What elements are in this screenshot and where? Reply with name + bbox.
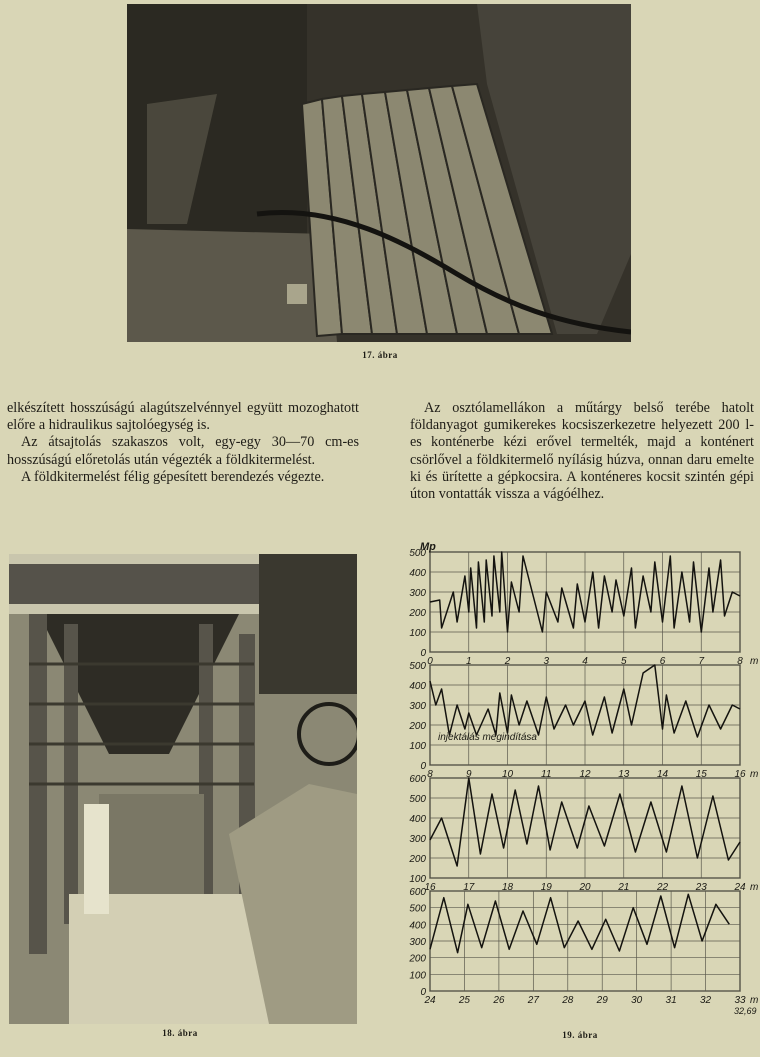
panel-1-xlabel: m — [750, 656, 759, 667]
panel-2-xtick: 9 — [465, 769, 472, 780]
panel-1-ylabel: Mp — [420, 541, 436, 553]
text-left-paragraph-3: A földkitermelést félig gépesített berendezés végezte. — [21, 468, 325, 485]
panel-4-xtick: 26 — [493, 995, 505, 1006]
panel-2-xtick: 12 — [579, 769, 591, 780]
panel-2-ytick: 200 — [409, 721, 426, 732]
panel-3-ytick: 500 — [409, 794, 426, 805]
panel-3-xtick: 22 — [656, 882, 669, 893]
panel-2-xtick: 8 — [427, 769, 433, 780]
panel-3-xtick: 23 — [695, 882, 707, 893]
panel-2-ytick: 300 — [409, 701, 426, 712]
panel-1-xtick: 0 — [427, 656, 433, 667]
text-left-column — [7, 400, 359, 486]
figure-17-caption: 17. ábra — [362, 350, 398, 360]
panel-2-xtick: 13 — [618, 769, 630, 780]
panel-1-ytick: 200 — [409, 608, 426, 619]
panel-1-xtick: 2 — [504, 656, 511, 667]
panel-2-ytick: 500 — [409, 661, 426, 672]
panel-4-xtick: 29 — [596, 995, 608, 1006]
figure-19-chart — [398, 540, 760, 1030]
panel-3-xtick: 21 — [618, 882, 630, 893]
panel-4-ytick: 500 — [409, 903, 426, 915]
panel-1-xtick: 1 — [465, 656, 472, 667]
panel-2-ytick: 400 — [409, 681, 426, 692]
panel-4-series-line — [430, 894, 729, 952]
chart-end-label: 32,69 — [734, 1006, 757, 1016]
panel-4-xlabel: m — [750, 995, 759, 1006]
chart-annotation: injektálás megindítása — [438, 732, 537, 743]
text-left-paragraph-2: Az átsajtolás szakaszos volt, egy-egy 30—70 cm-es hosszúságú előretolás után végezték a földkitermelést. — [7, 434, 359, 468]
panel-1-xtick: 8 — [737, 656, 743, 667]
panel-3-xtick: 18 — [501, 882, 514, 893]
panel-3-xlabel: m — [750, 882, 759, 893]
panel-4-xtick: 30 — [631, 995, 643, 1006]
panel-3-ytick: 400 — [409, 814, 426, 825]
panel-4-xtick: 31 — [665, 995, 677, 1006]
panel-4-ytick: 400 — [409, 920, 426, 932]
text-right-paragraph-1: Az osztólamellákon a műtárgy belső terébe hatolt földanyagot gumikerekes kocsiszerkezetre helyezett 200 l-es konténerbe kézi erővel termelték, majd a konténert csörlővel a földkitermelő nyílásig húzva, onnan daru emelte ki és ürítette a gépkocsira. A konténeres kocsit szintén gépi úton vontatták vissza a vágóélhez. — [410, 400, 754, 503]
panel-1-ytick: 100 — [409, 628, 426, 639]
panel-4-xtick: 25 — [458, 995, 471, 1006]
figure-17-photo — [127, 4, 631, 342]
panel-2-xtick: 16 — [734, 769, 746, 780]
panel-4-xtick: 24 — [424, 995, 436, 1006]
panel-3-xtick: 17 — [463, 882, 475, 893]
text-right-column — [410, 400, 754, 503]
panel-3-ytick: 100 — [409, 874, 426, 885]
panel-1-xtick: 6 — [659, 656, 666, 667]
figure-18-photo — [9, 554, 357, 1024]
panel-1-ytick: 400 — [409, 568, 426, 579]
panel-1-xtick: 7 — [698, 656, 705, 667]
panel-4-xtick: 33 — [734, 995, 746, 1006]
panel-1-ytick: 0 — [420, 648, 426, 659]
panel-2-xtick: 11 — [541, 769, 552, 780]
panel-3-ytick: 300 — [409, 834, 426, 845]
panel-1-ytick: 500 — [409, 548, 426, 559]
panel-1-xtick: 3 — [543, 656, 550, 667]
panel-2-xlabel: m — [750, 769, 759, 780]
panel-1-ytick: 300 — [409, 588, 426, 599]
panel-3-xtick: 20 — [579, 882, 591, 893]
text-left-paragraph-1: elkészített hosszúságú alagútszelvénnyel együtt mozoghatott előre a hidraulikus sajtolóegység is. — [7, 400, 359, 434]
panel-4-ytick: 600 — [409, 887, 426, 898]
panel-1-xtick: 5 — [620, 656, 627, 667]
figure-19-svg — [398, 540, 760, 1030]
panel-4-ytick: 200 — [409, 953, 426, 965]
panel-4-xtick: 27 — [527, 995, 539, 1006]
figure-19-caption: 19. ábra — [562, 1030, 598, 1040]
panel-2-ytick: 100 — [409, 741, 426, 752]
panel-2-xtick: 14 — [656, 769, 669, 780]
panel-2-xtick: 10 — [501, 769, 514, 780]
panel-3-ytick: 600 — [409, 774, 426, 785]
panel-2-ytick: 0 — [420, 761, 426, 772]
panel-4-xtick: 28 — [562, 995, 574, 1006]
figure-18-caption: 18. ábra — [162, 1028, 198, 1038]
panel-4-xtick: 32 — [699, 995, 712, 1006]
panel-3-ytick: 200 — [409, 854, 426, 865]
panel-4-ytick: 100 — [409, 970, 426, 982]
panel-3-xtick: 16 — [424, 882, 436, 893]
panel-2-xtick: 15 — [695, 769, 707, 780]
panel-3-xtick: 24 — [734, 882, 746, 893]
panel-3-xtick: 19 — [540, 882, 552, 893]
panel-1-xtick: 4 — [582, 656, 588, 667]
panel-4-ytick: 300 — [409, 937, 426, 948]
panel-4-ytick: 0 — [420, 987, 426, 998]
